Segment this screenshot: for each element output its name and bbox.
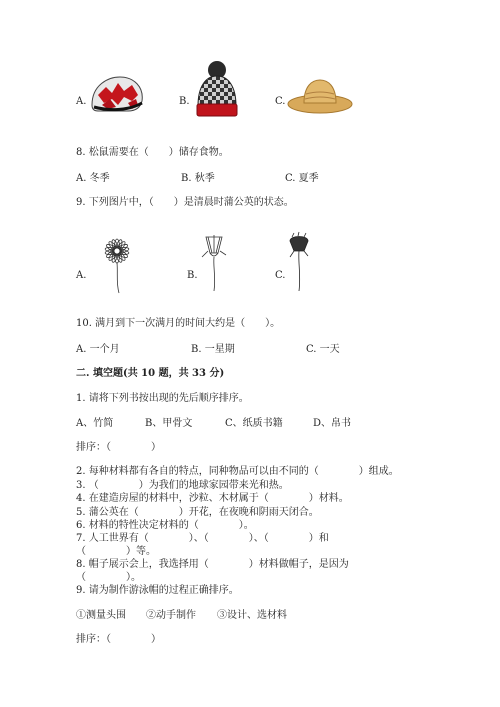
- q9-option-c-letter: C.: [275, 270, 286, 281]
- fill3-question: 3. （ ）为我们的地球家园带来光和热。: [76, 480, 289, 491]
- knit-beanie-hat-icon: [192, 60, 242, 120]
- q7-option-c-letter: C.: [275, 96, 286, 107]
- fill2-question: 2. 每种材料都有各自的特点，同种物品可以由不同的（ ）组成。: [76, 466, 399, 477]
- q7-option-b-letter: B.: [179, 96, 190, 107]
- fill1-option-d: D、帛书: [313, 418, 352, 429]
- fill9-question: 9. 请为制作游泳帽的过程正确排序。: [76, 585, 239, 596]
- fill9-option-3: ③设计、选材料: [217, 610, 287, 621]
- fill1-option-a: A、竹简: [76, 418, 114, 429]
- q9-option-b-letter: B.: [187, 270, 198, 281]
- section-heading: 二. 填空题(共 10 题，共 33 分): [76, 368, 225, 379]
- fill1-option-c: C、纸质书籍: [225, 418, 283, 429]
- fill8-question-line2: （ ）。: [76, 572, 141, 583]
- q10-option-c: C. 一天: [306, 344, 340, 355]
- fill8-question-line1: 8. 帽子展示会上，我选择用（ ）材料做帽子，是因为: [76, 559, 349, 570]
- q9-question: 9. 下列图片中，（ ）是清晨时蒲公英的状态。: [76, 197, 294, 208]
- straw-sun-hat-icon: [286, 76, 354, 116]
- fill4-question: 4. 在建造房屋的材料中，沙粒、木材属于（ ）材料。: [76, 493, 349, 504]
- fill1-option-b: B、甲骨文: [145, 418, 193, 429]
- dandelion-open-flower-icon: [86, 231, 148, 295]
- q10-option-b: B. 一星期: [191, 344, 235, 355]
- fill1-answer: 排序：（ ）: [76, 442, 161, 453]
- fill9-answer: 排序：（ ）: [76, 634, 161, 645]
- q10-question: 10. 满月到下一次满月的时间大约是（ ）。: [76, 318, 281, 329]
- q8-question: 8. 松鼠需要在（ ）储存食物。: [76, 147, 229, 158]
- q8-option-a: A. 冬季: [76, 173, 110, 184]
- fill7-question-line2: （ ）等。: [76, 546, 156, 557]
- fill1-question: 1. 请将下列书按出现的先后顺序排序。: [76, 393, 249, 404]
- fill5-question: 5. 蒲公英在（ ）开花，在夜晚和阴雨天闭合。: [76, 507, 319, 518]
- q7-option-a-letter: A.: [76, 96, 87, 107]
- dandelion-closed-bud-icon: [196, 231, 232, 293]
- dandelion-half-open-icon: [284, 231, 314, 293]
- fill6-question: 6. 材料的特性决定材料的（ ）。: [76, 520, 254, 531]
- q10-option-a: A. 一个月: [76, 344, 120, 355]
- fill7-question-line1: 7. 人工世界有（ ）、（ ）、（ ）和: [76, 533, 329, 544]
- fill9-option-1: ①测量头围: [76, 610, 126, 621]
- bike-helmet-icon: [88, 73, 146, 117]
- q8-option-b: B. 秋季: [181, 173, 215, 184]
- fill9-option-2: ②动手制作: [146, 610, 196, 621]
- q8-option-c: C. 夏季: [285, 173, 319, 184]
- q9-option-a-letter: A.: [76, 270, 87, 281]
